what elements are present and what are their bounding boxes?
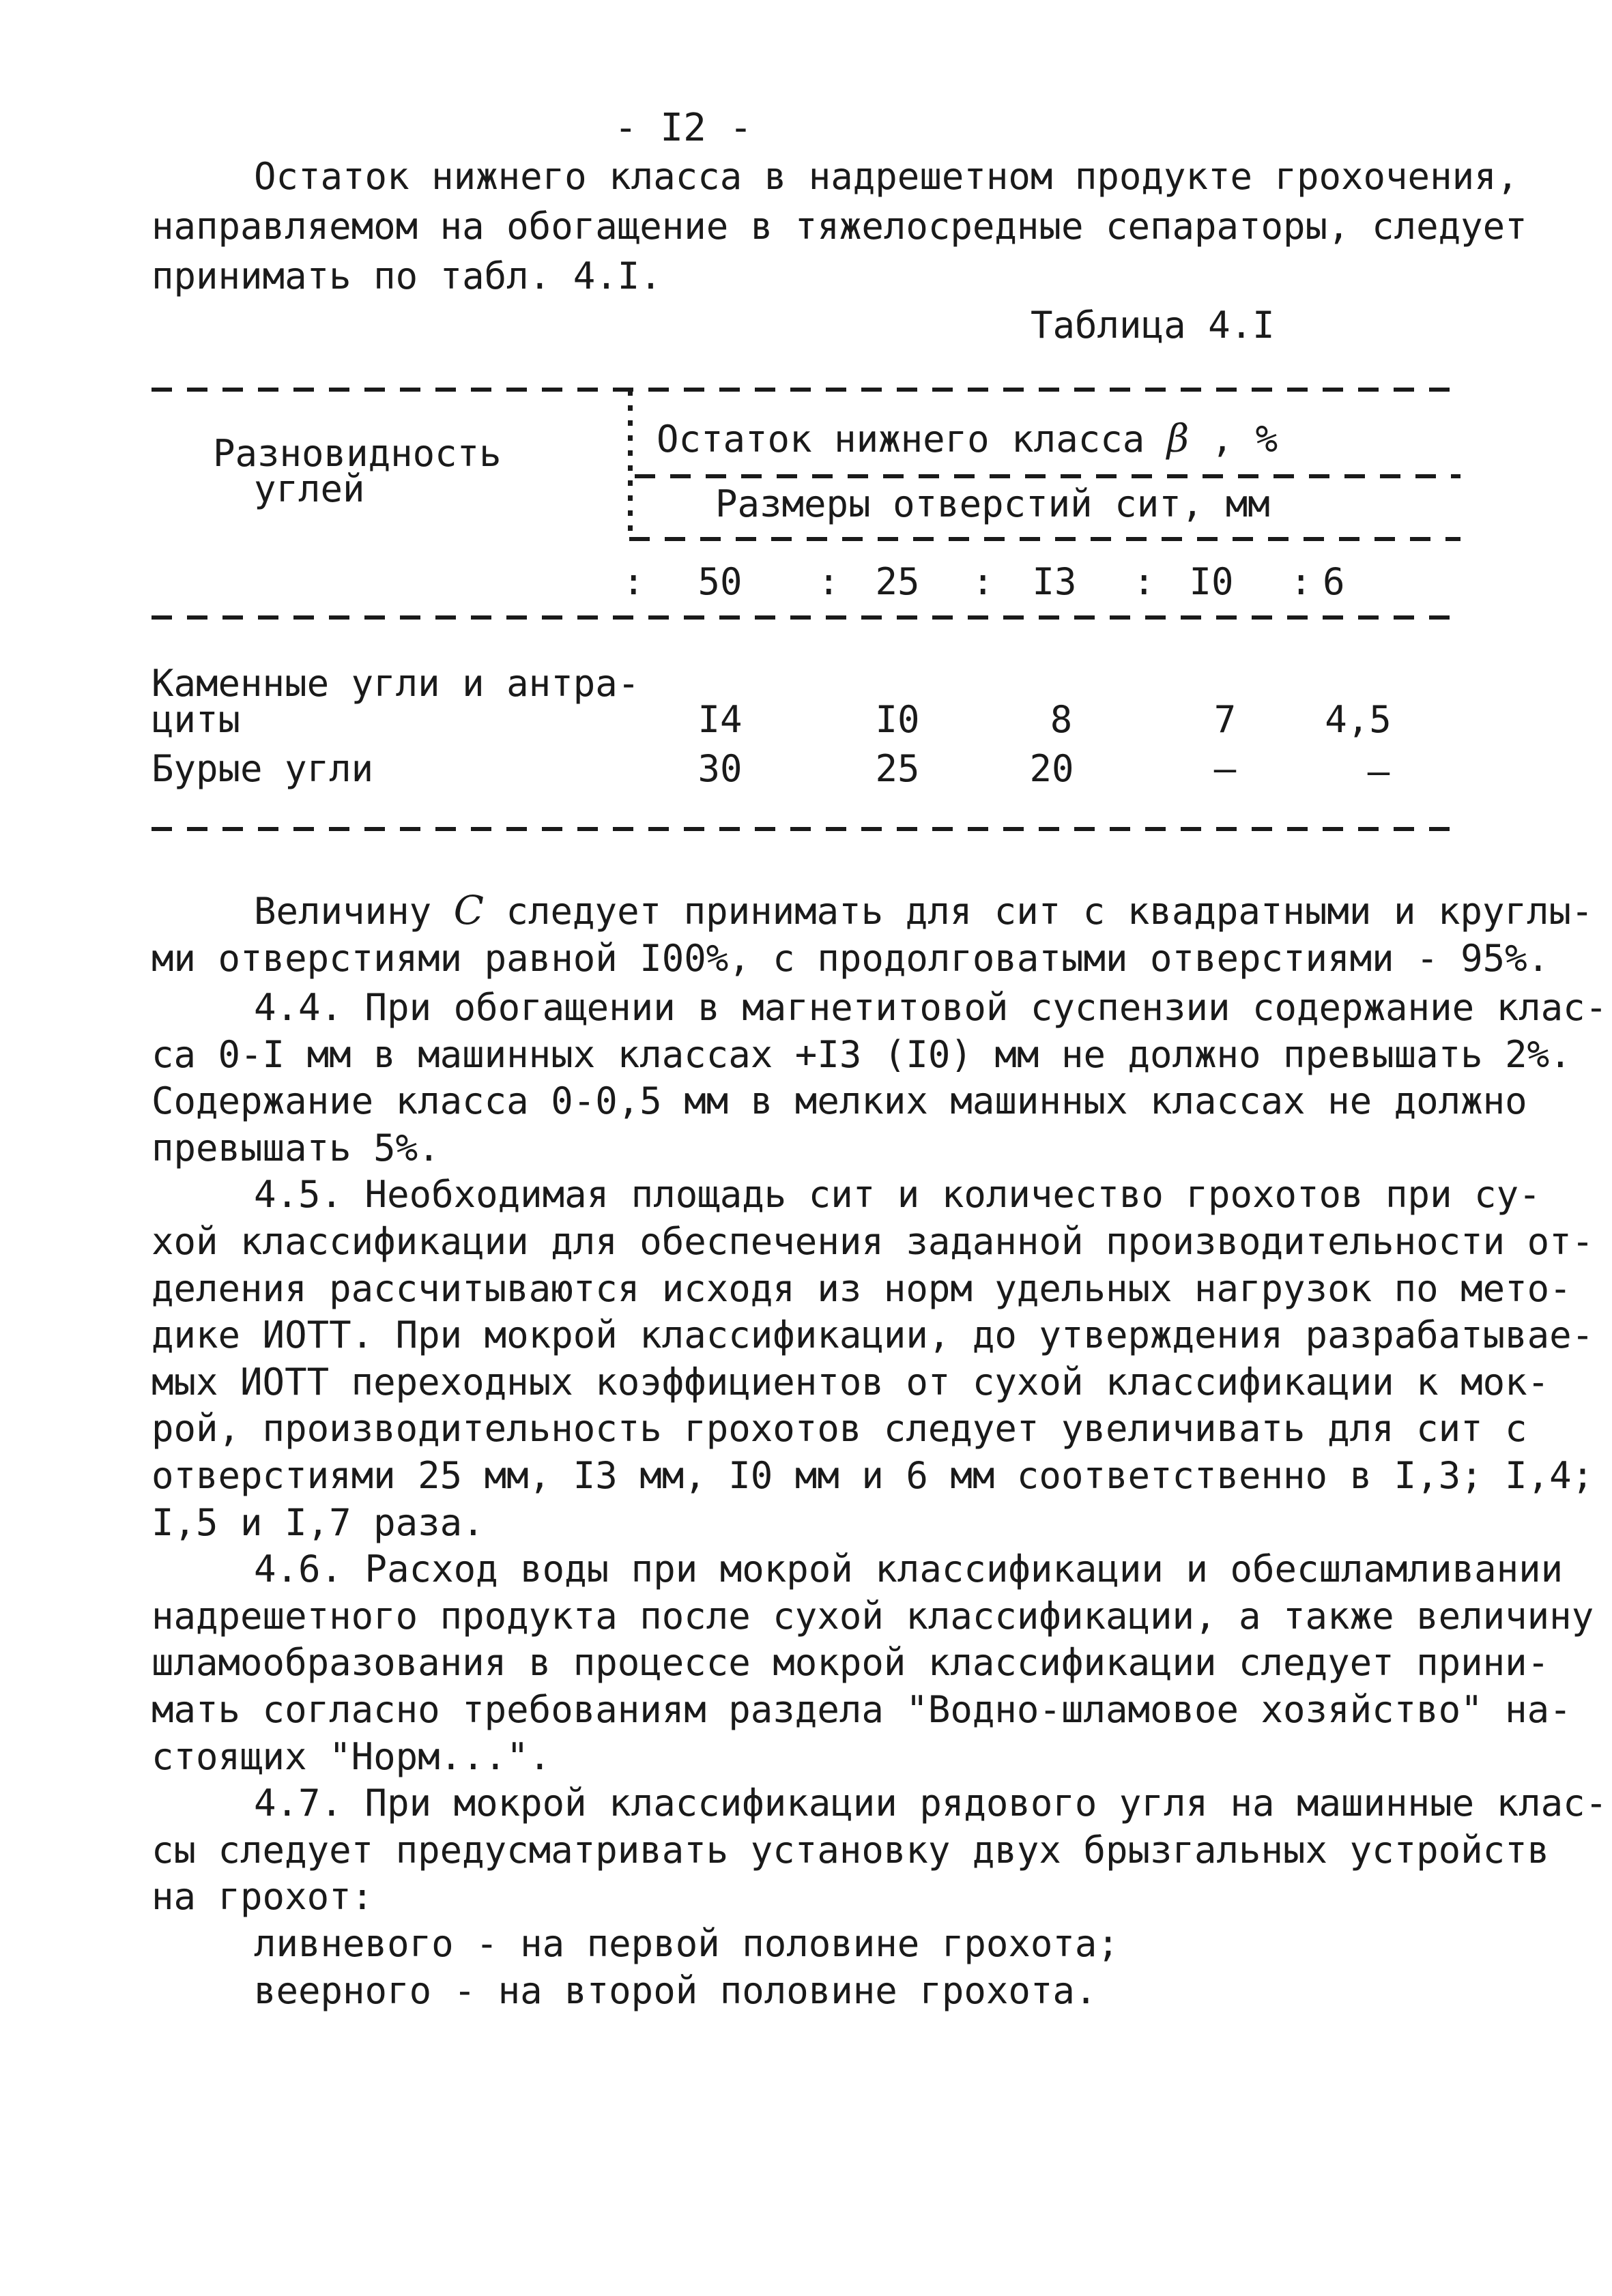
- subgroup-header-rule: [629, 537, 1460, 541]
- row-1-value-25: I0: [875, 698, 920, 741]
- row-2-value-25: 25: [875, 747, 920, 790]
- body-line: хой классификации для обеспечения заданной производительности от-: [152, 1220, 1594, 1263]
- row-2-value-6: –: [1367, 750, 1390, 793]
- body-line: 4.6. Расход воды при мокрой классификации и обесшламливании: [254, 1547, 1564, 1590]
- table-bottom-rule: [152, 827, 1460, 831]
- body-line: превышать 5%.: [152, 1127, 440, 1169]
- table-top-rule: [152, 388, 1460, 392]
- row-1-name-line-2: циты: [152, 698, 241, 741]
- para-c-suffix: следует принимать для сит с квадратными и круглы-: [506, 890, 1594, 933]
- body-line: 4.7. При мокрой классификации рядового угля на машинные клас-: [254, 1782, 1608, 1825]
- body-line: дике ИОТТ. При мокрой классификации, до утверждения разрабатывае-: [152, 1313, 1594, 1356]
- body-line: рой, производительность грохотов следует увеличивать для сит с: [152, 1407, 1527, 1450]
- row-2-name: Бурые угли: [152, 747, 374, 790]
- para-c-line-2: ми отверстиями равной I00%, с продолговатыми отверстиями - 95%.: [152, 937, 1550, 980]
- column-header-25: 25: [875, 560, 920, 603]
- intro-line-3: принимать по табл. 4.I.: [152, 255, 662, 297]
- body-line: са 0-I мм в машинных классах +I3 (I0) мм не должно превышать 2%.: [152, 1033, 1572, 1076]
- body-line: 4.5. Необходимая площадь сит и количество грохотов при су-: [254, 1173, 1541, 1216]
- row-2-value-13: 20: [1029, 747, 1074, 790]
- column-header-10: I0: [1189, 560, 1234, 603]
- body-line: ливневого - на первой половине грохота;: [254, 1922, 1119, 1965]
- body-line: на грохот:: [152, 1875, 374, 1918]
- row-2-value-10: –: [1213, 747, 1237, 790]
- column-separator-3: :: [1133, 560, 1155, 603]
- body-line: шламообразования в процессе мокрой классификации следует прини-: [152, 1641, 1550, 1684]
- group-header-rule: [635, 474, 1460, 478]
- page-number: - I2 -: [614, 106, 753, 150]
- intro-line-1: Остаток нижнего класса в надрешетном продукте грохочения,: [254, 155, 1519, 198]
- group-header-prefix: Остаток нижнего класса: [657, 418, 1145, 461]
- column-separator-1: :: [818, 560, 840, 603]
- group-header-suffix: , %: [1211, 418, 1278, 461]
- body-line: веерного - на второй половине грохота.: [254, 1969, 1097, 2012]
- body-line: деления рассчитываются исходя из норм удельных нагрузок по мето-: [152, 1267, 1572, 1310]
- column-separator-0: :: [622, 560, 645, 603]
- body-line: I,5 и I,7 раза.: [152, 1501, 485, 1544]
- body-line: мых ИОТТ переходных коэффициентов от сухой классификации к мок-: [152, 1361, 1550, 1404]
- subgroup-header: Размеры отверстий сит, мм: [715, 482, 1270, 525]
- column-header-13: I3: [1032, 560, 1077, 603]
- column-separator-4: :: [1290, 560, 1312, 603]
- column-separator-2: :: [972, 560, 994, 603]
- row-1-value-50: I4: [697, 698, 743, 741]
- table-vertical-separator: [628, 390, 633, 539]
- beta-symbol: β: [1166, 417, 1190, 461]
- row-1-name-line-1: Каменные угли и антра-: [152, 662, 640, 705]
- column-header-50: 50: [697, 560, 743, 603]
- column-header-rule: [152, 615, 1460, 620]
- body-line: стоящих "Норм...".: [152, 1735, 551, 1778]
- row-2-value-50: 30: [697, 747, 743, 790]
- body-line: отверстиями 25 мм, I3 мм, I0 мм и 6 мм соответственно в I,3; I,4;: [152, 1454, 1594, 1497]
- table-caption: Таблица 4.I: [1031, 304, 1275, 347]
- row-1-value-13: 8: [1050, 698, 1073, 741]
- row-1-value-10: 7: [1213, 698, 1237, 741]
- para-c-line-1: [254, 887, 1594, 933]
- intro-line-2: направляемом на обогащение в тяжелосредные сепараторы, следует: [152, 205, 1527, 248]
- body-line: мать согласно требованиям раздела "Водно-шламовое хозяйство" на-: [152, 1688, 1572, 1731]
- para-c-prefix: Величину: [254, 890, 432, 933]
- body-line: сы следует предусматривать установку двух брызгальных устройств: [152, 1829, 1550, 1872]
- row-header-line-2: углей: [254, 467, 365, 510]
- c-symbol: C: [453, 887, 484, 933]
- body-line: Содержание класса 0-0,5 мм в мелких машинных классах не должно: [152, 1079, 1527, 1122]
- row-header-line-1: Разновидность: [213, 432, 502, 475]
- column-header-6: 6: [1323, 560, 1345, 603]
- row-1-value-6: 4,5: [1325, 698, 1392, 741]
- body-line: надрешетного продукта после сухой классификации, а также величину: [152, 1595, 1594, 1638]
- group-header: [657, 417, 1278, 461]
- body-line: 4.4. При обогащении в магнетитовой суспензии содержание клас-: [254, 986, 1608, 1029]
